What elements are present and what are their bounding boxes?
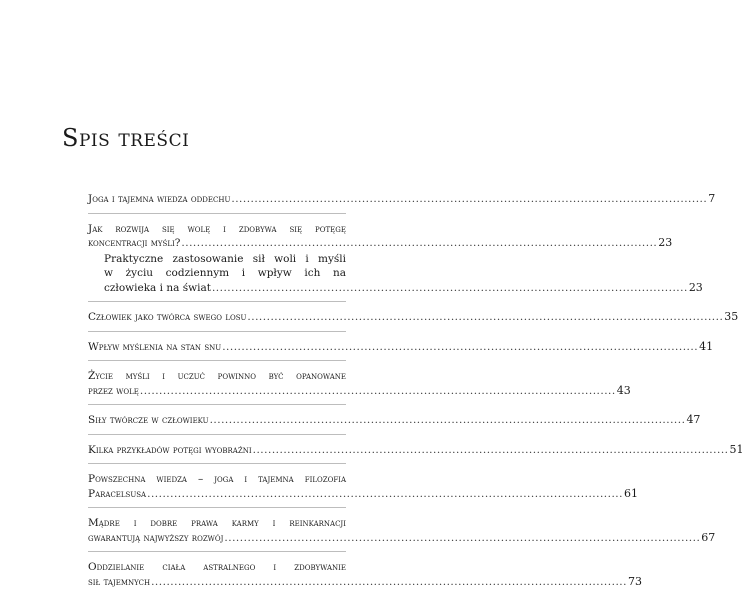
toc-entry-title: gwarantują najwyższy rozwój [88, 531, 224, 544]
toc-page-number: 47 [686, 413, 701, 426]
toc-subentry[interactable] [88, 252, 703, 296]
toc-entry-line [88, 236, 673, 251]
toc-entry-title: sił tajemnych [88, 575, 151, 588]
toc-page-number: 23 [688, 280, 703, 294]
toc-entry-title: Joga i tajemna wiedza oddechu [88, 193, 231, 205]
toc-page-number: 23 [658, 236, 673, 249]
toc-entry-line [88, 413, 701, 428]
toc-entry-line [88, 339, 714, 355]
toc-entry-title-line: Życie myśli i uczuć powinno być opanowane [88, 370, 346, 382]
toc-entry[interactable] [88, 441, 744, 465]
toc-entry-title-line: Oddzielanie ciała astralnego i zdobywanie [88, 561, 346, 573]
toc-entry[interactable] [88, 411, 701, 435]
toc-entry[interactable] [88, 338, 714, 362]
toc-page-number: 7 [708, 192, 716, 205]
dot-leader [247, 310, 723, 325]
toc-entry-line [88, 310, 739, 325]
toc-entry-line [88, 486, 638, 502]
dot-leader [231, 192, 707, 207]
dot-leader [210, 413, 686, 428]
toc-entry-line [88, 530, 716, 546]
toc-page-number: 73 [627, 574, 642, 588]
toc-page-number: 67 [701, 530, 716, 544]
toc-entry[interactable] [88, 470, 638, 508]
toc-page-number: 43 [616, 383, 631, 397]
toc-page-number: 35 [724, 310, 739, 323]
toc-entry-title: przez wolę [88, 384, 139, 397]
dot-leader [151, 575, 627, 590]
toc-entry-title-line: Mądre i dobre prawa karmy i reinkarnacji [88, 517, 346, 529]
toc-entry-line [88, 383, 631, 399]
toc-subentry-line [104, 280, 703, 296]
toc-subentry-title: człowieka i na świat [104, 281, 211, 294]
dot-leader [212, 281, 688, 296]
toc-subentry-title-line: Praktyczne zastosowanie sił woli i myśli [104, 252, 346, 265]
toc-page-number: 51 [729, 442, 744, 456]
page-title: Spis treści [62, 124, 190, 152]
toc-page-number: 41 [699, 339, 714, 353]
toc-entry[interactable] [88, 367, 631, 405]
toc-entry-line [88, 192, 716, 207]
toc-entry-title: Człowiek jako twórca swego losu [88, 311, 247, 323]
toc-entry-title: koncentracji myśli? [88, 237, 181, 249]
toc-entry-title: Kilka przykładów potęgi wyobraźni [88, 443, 252, 456]
toc-entry-title: Siły twórcze w człowieku [88, 414, 209, 426]
toc-entry-line [88, 574, 642, 590]
dot-leader [147, 487, 623, 502]
toc-entry[interactable] [88, 514, 716, 552]
toc-entry-title: Paracelsusa [88, 487, 147, 500]
toc-page-number: 61 [623, 486, 638, 500]
dot-leader [222, 340, 698, 355]
toc-entry-title: Wpływ myślenia na stan snu [88, 340, 222, 353]
toc-entry[interactable] [88, 558, 642, 595]
toc-entry-title-line: Powszechna wiedza – joga i tajemna filozofia [88, 473, 346, 485]
toc-entry-title-line: Jak rozwija się wolę i zdobywa się potęgę [88, 222, 346, 235]
dot-leader [224, 531, 700, 546]
table-of-contents [88, 190, 744, 601]
dot-leader [253, 443, 729, 458]
dot-leader [181, 236, 657, 251]
toc-entry[interactable] [88, 308, 739, 332]
toc-entry[interactable] [88, 190, 716, 214]
toc-entry[interactable] [88, 220, 703, 303]
dot-leader [140, 384, 616, 399]
toc-entry-line [88, 442, 744, 458]
toc-subentry-title-line: w życiu codziennym i wpływ ich na [104, 267, 346, 279]
